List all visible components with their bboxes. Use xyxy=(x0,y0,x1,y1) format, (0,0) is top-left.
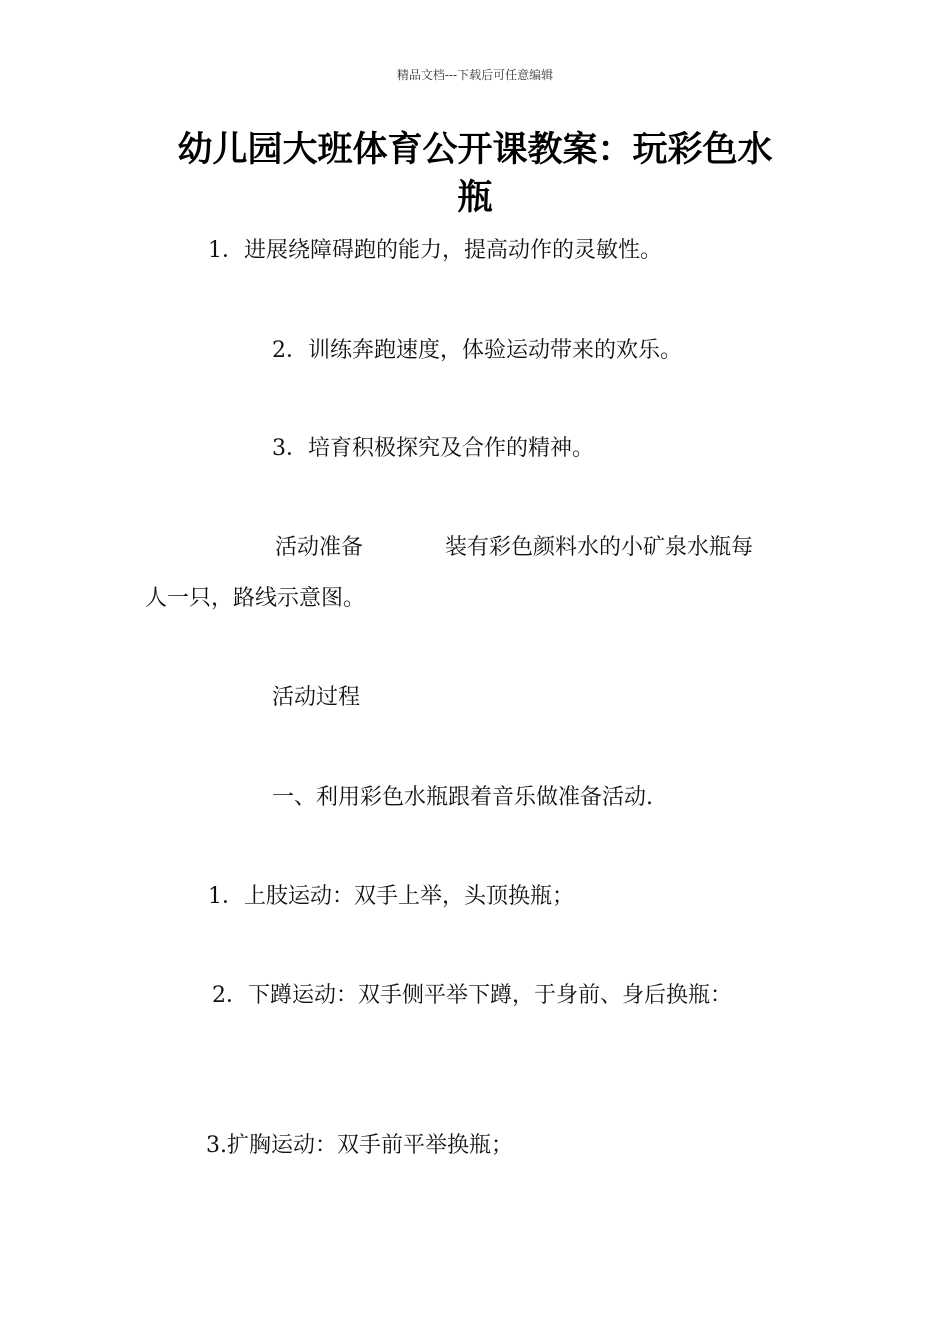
step-2: 2．下蹲运动：双手侧平举下蹲，于身前、身后换瓶： xyxy=(212,983,732,1008)
process-section-1: 一、利用彩色水瓶跟着音乐做准备活动. xyxy=(272,785,653,810)
header-note: 精品文档---下载后可任意编辑 xyxy=(396,68,554,82)
document-title xyxy=(140,126,810,222)
process-label: 活动过程 xyxy=(272,685,361,710)
goal-2: 2．训练奔跑速度，体验运动带来的欢乐。 xyxy=(272,338,682,363)
step-3: 3.扩胸运动：双手前平举换瓶； xyxy=(206,1133,513,1158)
preparation-text-line-2: 人一只，路线示意图。 xyxy=(145,586,366,611)
title-line-1: 幼儿园大班体育公开课教案：玩彩色水 xyxy=(177,130,773,170)
goal-1: 1．进展绕障碍跑的能力，提高动作的灵敏性。 xyxy=(208,238,662,263)
step-1: 1．上肢运动：双手上举，头顶换瓶； xyxy=(208,884,574,909)
title-line-2: 瓶 xyxy=(457,178,493,218)
goal-3: 3．培育积极探究及合作的精神。 xyxy=(272,436,594,461)
preparation-text-line-1: 装有彩色颜料水的小矿泉水瓶每 xyxy=(445,535,754,560)
preparation-label: 活动准备 xyxy=(275,535,364,560)
